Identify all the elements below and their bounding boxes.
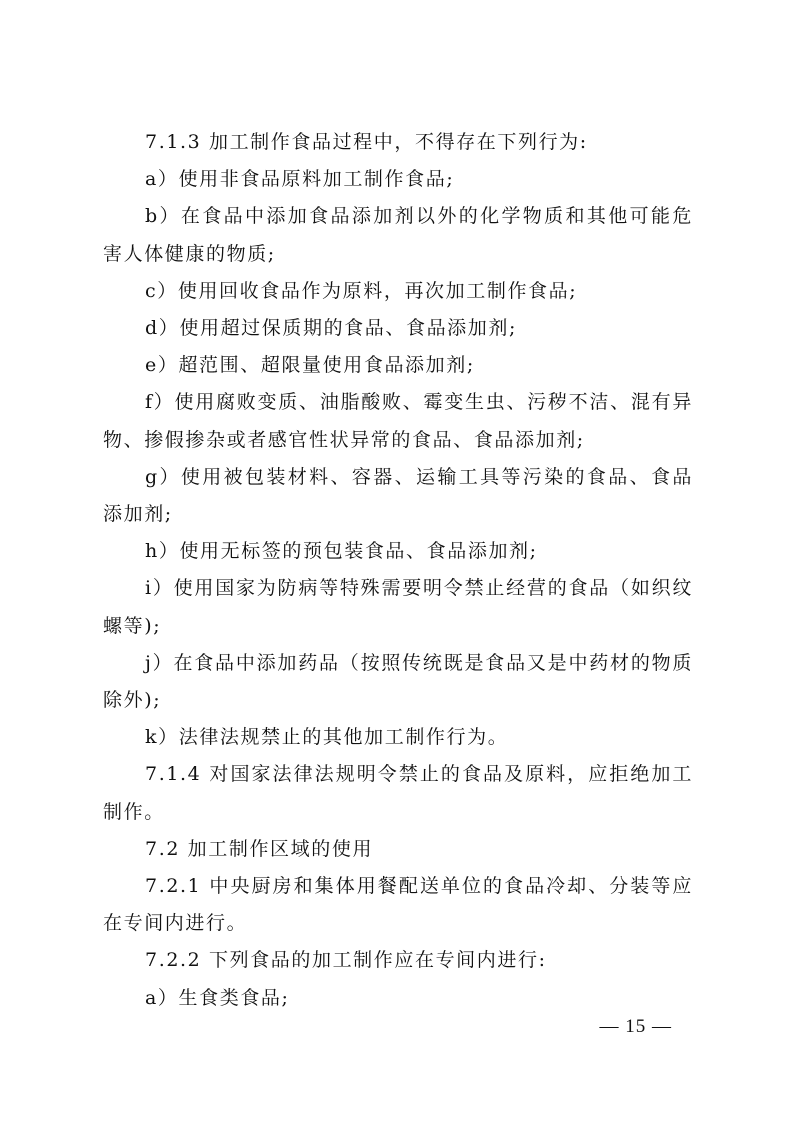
list-item-a-2: a）生食类食品; — [145, 986, 290, 1009]
list-item-g: g）使用被包装材料、容器、运输工具等污染的食品、食品添加剂; — [103, 465, 693, 526]
list-item-c: c）使用回收食品作为原料，再次加工制作食品; — [145, 279, 578, 302]
list-item-e: e）超范围、超限量使用食品添加剂; — [145, 354, 475, 377]
list-item-h: h）使用无标签的预包装食品、食品添加剂; — [145, 540, 538, 563]
list-item-k: k）法律法规禁止的其他加工制作行为。 — [145, 726, 509, 749]
paragraph-7-2-1: 7.2.1 中央厨房和集体用餐配送单位的食品冷却、分装等应在专间内进行。 — [103, 875, 693, 935]
list-item-f: f）使用腐败变质、油脂酸败、霉变生虫、污秽不洁、混有异物、掺假掺杂或者感官性状异常的食品、食品添加剂; — [103, 391, 693, 451]
paragraph-7-1-4: 7.1.4 对国家法律法规明令禁止的食品及原料，应拒绝加工制作。 — [103, 763, 693, 823]
page-number: — 15 — — [599, 1016, 672, 1037]
list-item-i: i）使用国家为防病等特殊需要明令禁止经营的食品（如织纹螺等); — [103, 577, 693, 637]
list-item-j: j）在食品中添加药品（按照传统既是食品又是中药材的物质除外); — [103, 651, 693, 712]
list-item-b: b）在食品中添加食品添加剂以外的化学物质和其他可能危害人体健康的物质; — [103, 205, 693, 265]
section-heading-7-2: 7.2 加工制作区域的使用 — [145, 837, 374, 860]
list-item-a: a）使用非食品原料加工制作食品; — [145, 168, 455, 191]
paragraph-7-2-2: 7.2.2 下列食品的加工制作应在专间内进行: — [145, 949, 547, 972]
paragraph-7-1-3: 7.1.3 加工制作食品过程中，不得存在下列行为: — [145, 131, 588, 153]
document-body — [103, 124, 693, 1017]
list-item-d: d）使用超过保质期的食品、食品添加剂; — [145, 317, 517, 340]
